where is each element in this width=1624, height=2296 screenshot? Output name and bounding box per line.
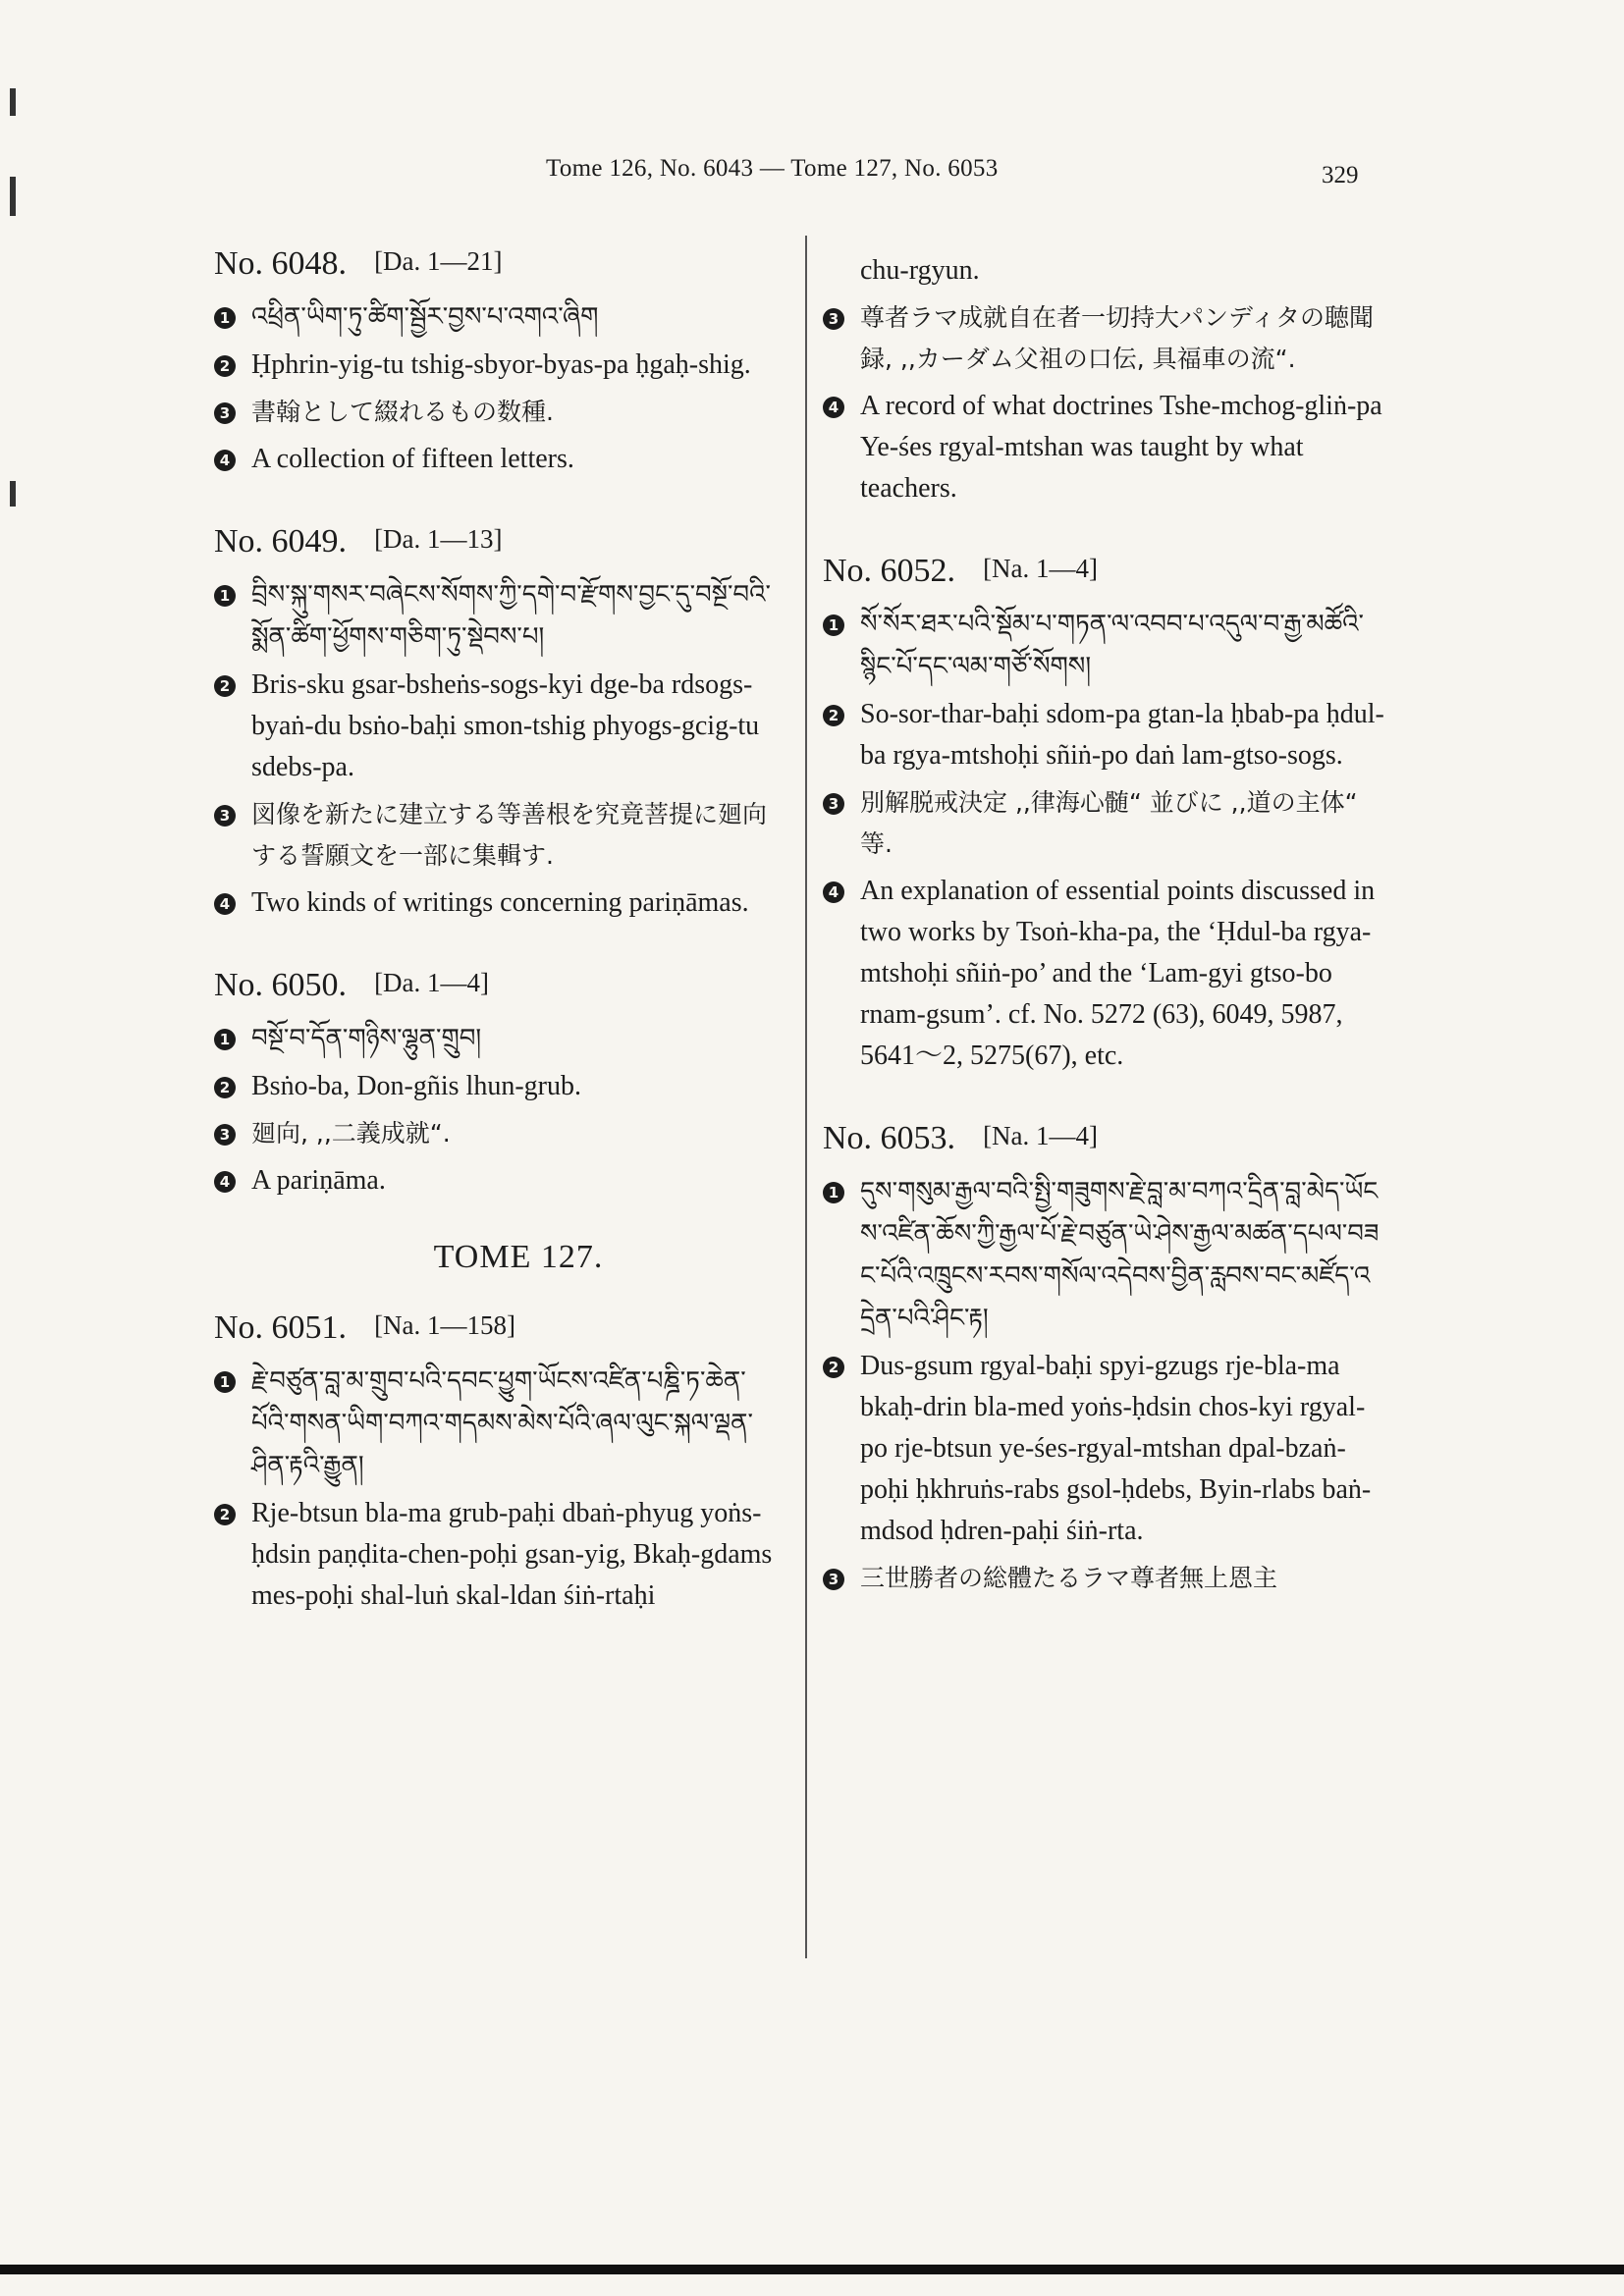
entry-heading-6051 xyxy=(214,1309,784,1347)
entry-range: [Da. 1—4] xyxy=(374,968,490,997)
tibetan-title: 1 དུས་གསུམ་རྒྱལ་བའི་སྤྱི་གཟུགས་རྗེ་བླ་མ་བཀའ་དྲིན་བླ་མེད་ཡོངས་འཛིན་ཆོས་ཀྱི་རྒྱལ་པོ་རྗེ་བཙུན་ཡེ་ཤེས་རྒྱལ་མཚན་དཔལ་བཟང་པོའི་འཁྲུངས་རབས་གསོལ་འདེབས་བྱིན་རླབས་བང་མཛོད་འདྲེན་པའི་ཤིང་རྟ། xyxy=(823,1171,1387,1340)
left-column xyxy=(214,245,784,1623)
entry-range: [Na. 1—4] xyxy=(983,554,1099,583)
tibetan-title: 1 བྲིས་སྐུ་གསར་བཞེངས་སོགས་ཀྱི་དགེ་བ་རྫོགས་བྱང་དུ་བསྔོ་བའི་སྨོན་ཚིག་ཕྱོགས་གཅིག་ཏུ་སྡེབས་པ། xyxy=(214,574,784,659)
page-number: 329 xyxy=(1322,162,1359,188)
tibetan-title: 1 འཕྲིན་ཡིག་ཏུ་ཚིག་སྦྱོར་བྱས་པ་འགའ་ཞིག xyxy=(214,296,784,339)
entry-number: No. 6050. xyxy=(214,967,348,1003)
entry-range: [Da. 1—21] xyxy=(374,246,503,276)
transliteration: 2 Bris-sku gsar-bsheṅs-sogs-kyi dge-ba rdsogs-byaṅ-du bsṅo-baḥi smon-tshig phyogs-gcig-tu sdebs-pa. xyxy=(214,665,784,788)
japanese-translation: 3 図像を新たに建立する等善根を究竟菩提に廻向する誓願文を一部に集輯す. xyxy=(214,794,784,877)
entry-range: [Da. 1—13] xyxy=(374,524,503,554)
entry-number: No. 6049. xyxy=(214,523,348,560)
margin-mark xyxy=(10,88,16,116)
transliteration: 2 So-sor-thar-baḥi sdom-pa gtan-la ḥbab-pa ḥdul-ba rgya-mtshoḥi sñiṅ-po daṅ lam-gtso-sogs. xyxy=(823,694,1387,776)
english-description: 4 A record of what doctrines Tshe-mchog-gliṅ-pa Ye-śes rgyal-mtshan was taught by what teachers. xyxy=(823,386,1387,509)
entry-heading-6049 xyxy=(214,523,784,561)
english-description: 4 A collection of fifteen letters. xyxy=(214,439,784,480)
tibetan-title: 1 རྗེ་བཙུན་བླ་མ་གྲུབ་པའི་དབང་ཕྱུག་ཡོངས་འཛིན་པཎྜི་ཏ་ཆེན་པོའི་གསན་ཡིག་བཀའ་གདམས་མེས་པོའི་ཞལ་ལུང་སྐལ་ལྡན་ཤིན་རྟའི་རྒྱུན། xyxy=(214,1361,784,1487)
transliteration: 2 Ḥphrin-yig-tu tshig-sbyor-byas-pa ḥgaḥ-shig. xyxy=(214,345,784,386)
transliteration: 2 Dus-gsum rgyal-baḥi spyi-gzugs rje-bla-ma bkaḥ-drin bla-med yoṅs-ḥdsin chos-kyi rgyal-po rje-btsun ye-śes-rgyal-mtshan dpal-bzaṅ-poḥi ḥkhruṅs-rabs gsol-ḥdebs, Byin-rlabs baṅ- mdsod ḥdren-paḥi śiṅ-rta. xyxy=(823,1346,1387,1552)
entry-number: No. 6052. xyxy=(823,553,956,589)
english-description: 4 Two kinds of writings concerning pariṇāmas. xyxy=(214,882,784,924)
entry-heading-6050 xyxy=(214,967,784,1004)
transliteration-continued: chu-rgyun. xyxy=(860,255,980,286)
tome-heading: TOME 127. xyxy=(433,1239,604,1275)
tibetan-title: 1 བསྔོ་བ་དོན་གཉིས་ལྷུན་གྲུབ། xyxy=(214,1018,784,1060)
english-description: 4 An explanation of essential points discussed in two works by Tsoṅ-kha-pa, the ‘Ḥdul-ba rgya-mtshoḥi sñiṅ-po’ and the ‘Lam-gyi gtso-bo rnam-gsum’. cf. No. 5272 (63), 6049, 5987, 5641～2, 5275(67), etc. xyxy=(823,871,1387,1077)
entry-heading-6048 xyxy=(214,245,784,283)
transliteration: 2 Rje-btsun bla-ma grub-paḥi dbaṅ-phyug yoṅs-ḥdsin paṇḍita-chen-poḥi gsan-yig, Bkaḥ-gdams mes-poḥi shal-luṅ skal-ldan śiṅ-rtaḥi xyxy=(214,1493,784,1617)
entry-number: No. 6053. xyxy=(823,1120,956,1156)
entry-number: No. 6051. xyxy=(214,1309,348,1346)
japanese-translation: 3 尊者ラマ成就自在者一切持大パンディタの聴聞録, ,,カーダム父祖の口伝, 具福車の流“. xyxy=(823,297,1387,380)
page-edge-bar xyxy=(0,2265,1624,2274)
japanese-translation: 3 廻向, ,,二義成就“. xyxy=(214,1113,784,1154)
japanese-translation: 3 三世勝者の総體たるラマ尊者無上恩主 xyxy=(823,1558,1387,1599)
right-column xyxy=(823,250,1387,1605)
column-divider xyxy=(805,236,807,1958)
margin-mark xyxy=(10,481,16,507)
entry-number: No. 6048. xyxy=(214,245,348,282)
entry-heading-6052 xyxy=(823,553,1387,590)
entry-range: [Na. 1—158] xyxy=(374,1310,516,1340)
entry-heading-6053 xyxy=(823,1120,1387,1157)
entry-range: [Na. 1—4] xyxy=(983,1121,1099,1150)
japanese-translation: 3 書翰として綴れるもの数種. xyxy=(214,392,784,433)
transliteration: 2 Bsṅo-ba, Don-gñis lhun-grub. xyxy=(214,1066,784,1107)
margin-mark xyxy=(10,177,16,216)
japanese-translation: 3 別解脱戒決定 ,,律海心髄“ 並びに ,,道の主体“ 等. xyxy=(823,782,1387,865)
english-description: 4 A pariṇāma. xyxy=(214,1160,784,1201)
running-title: Tome 126, No. 6043 — Tome 127, No. 6053 xyxy=(546,155,999,182)
tibetan-title: 1 སོ་སོར་ཐར་པའི་སྡོམ་པ་གཏན་ལ་འབབ་པ་འདུལ་བ་རྒྱ་མཚོའི་སྙིང་པོ་དང་ལམ་གཙོ་སོགས། xyxy=(823,604,1387,688)
